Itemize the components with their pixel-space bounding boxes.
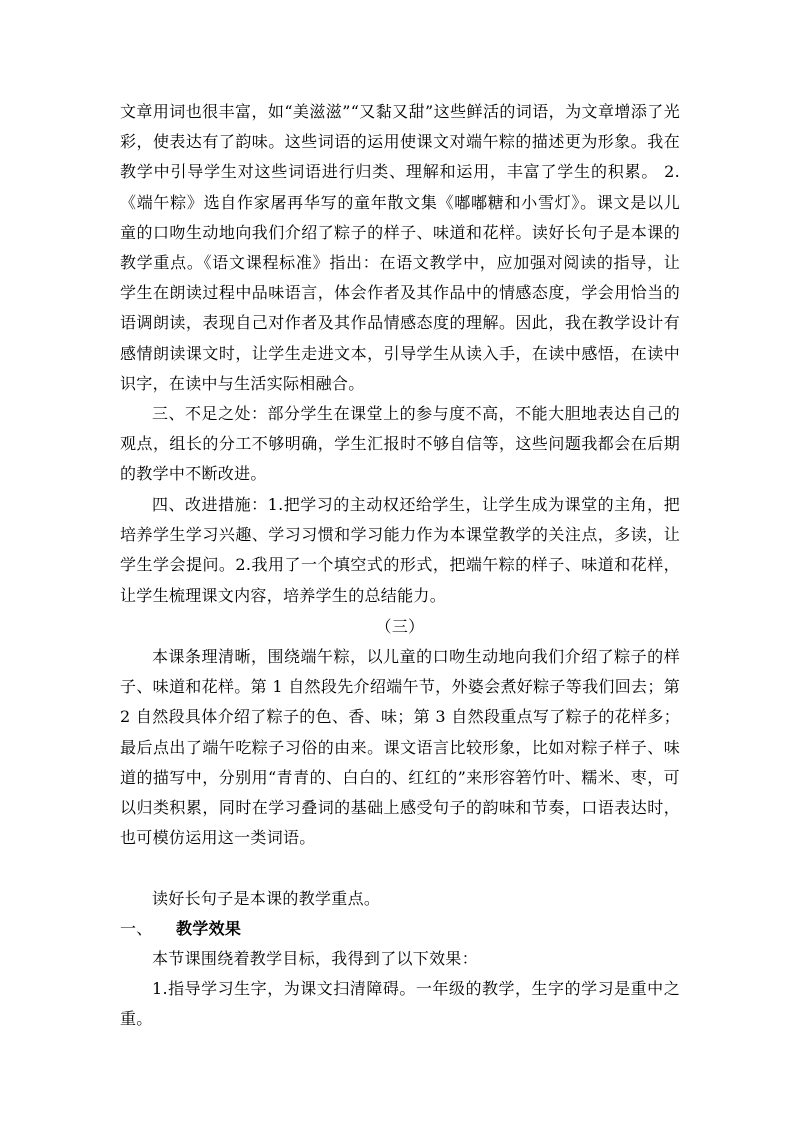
heading-title: 教学效果: [176, 919, 242, 938]
paragraph-lesson-summary: 本课条理清晰，围绕端午粽，以儿童的口吻生动地向我们介绍了粽子的样子、味道和花样。第 1 自然段先介绍端午节，外婆会煮好粽子等我们回去；第 2 自然段具体介绍了粽子的色、香、味；第 3 自然段重点写了粽子的花样多；最后点出了端午吃粽子习俗的由来。课文语言比较形象，比如对粽子样子、味道的描写中，分别用“青青的、白白的、红红的”来形容箬竹叶、糯米、枣，可以归类积累，同时在学习叠词的基础上感受句子的韵味和节奏，口语表达时，也可模仿运用这一类词语。: [120, 647, 680, 848]
paragraph-improvements: 四、改进措施：1.把学习的主动权还给学生，让学生成为课堂的主角，把培养学生学习兴趣、学习习惯和学习能力作为本课堂教学的关注点，多读，让学生学会提问。2.我用了一个填空式的形式，把端午粽的样子、味道和花样，让学生梳理课文内容，培养学生的总结能力。: [120, 495, 680, 605]
heading-teaching-effect: [120, 914, 680, 944]
document-body: [120, 97, 680, 1034]
heading-number: 一、: [120, 919, 153, 938]
paragraph-effects-intro: 本节课围绕着教学目标，我得到了以下效果：: [152, 949, 479, 968]
paragraph-shortcomings: 三、不足之处：部分学生在课堂上的参与度不高，不能大胆地表达自己的观点，组长的分工不够明确，学生汇报时不够自信等，这些问题我都会在后期的教学中不断改进。: [120, 404, 680, 484]
paragraph-effect-one: 1.指导学习生字，为课文扫清障碍。一年级的教学，生字的学习是重中之重。: [120, 979, 680, 1029]
paragraph-key-point: 读好长句子是本课的教学重点。: [152, 889, 381, 908]
paragraph-vocabulary-analysis: 文章用词也很丰富，如“美滋滋”“又黏又甜”这些鲜活的词语，为文章增添了光彩，使表达有了韵味。这些词语的运用使课文对端午粽的描述更为形象。我在教学中引导学生对这些词语进行归类、理解和运用，丰富了学生的积累。 2.《端午粽》选自作家屠再华写的童年散文集《嘟嘟糖和小雪灯》。课文是以儿童的口吻生动地向我们介绍了粽子的样子、味道和花样。读好长句子是本课的教学重点。《语文课程标准》指出：在语文教学中，应加强对阅读的指导，让学生在朗读过程中品味语言，体会作者及其作品中的情感态度，学会用恰当的语调朗读，表现自己对作者及其作品情感态度的理解。因此，我在教学设计有感情朗读课文时，让学生走进文本，引导学生从读入手，在读中感悟，在读中识字，在读中与生活实际相融合。: [120, 102, 680, 393]
section-heading-three: （三）: [375, 617, 425, 636]
